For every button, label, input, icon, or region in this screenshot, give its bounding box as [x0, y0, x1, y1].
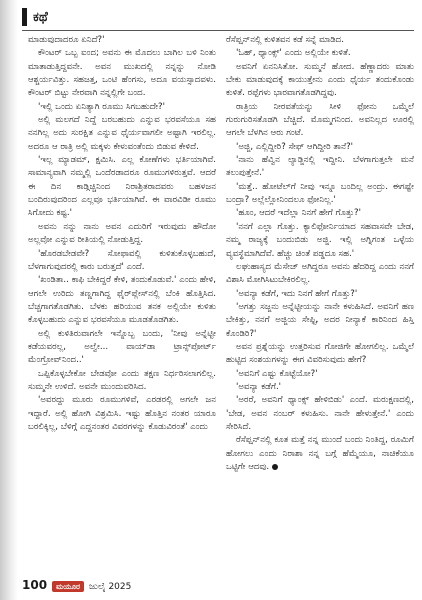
story-paragraph: 'ಇಲ್ಲ ಮ್ಯಾಡಮ್, ಕ್ಷಮಿಸಿ. ಎಲ್ಲ ಕೋಣೆಗಳು ಭರ್ತಿಯಾಗಿವೆ. ಸಾಮಾನ್ಯವಾಗಿ ನಮ್ಮಲ್ಲಿ ಒಂದೆರಡಾದರೂ ರೂಮುಗಳಿರುತ್ತವೆ. ಆದರೆ ಈ ದಿನ ಕಾಡ್ಗಿಚ್ಚಿನಿಂದ ನಿರಾಶ್ರಿತರಾದವರು ಬಹಳಜನ ಬಂದಿರುವುದರಿಂದ ಎಲ್ಲವೂ ಭರ್ತಿಯಾಗಿವೆ. ಈ ವಾರವಿಡೀ ರೂಮು ಸಿಗೋದು ಕಷ್ಟ.' — [28, 155, 216, 219]
story-paragraph: ಅಲ್ಲಿ ಮಲಗದೆ ನಿದ್ದೆ ಬರಬಹುದು ಎನ್ನುವ ಭರವಸೆಯೂ ಸಹ ನನಗಿಲ್ಲ ಅದು ಸುರಕ್ಷಿತ ಎನ್ನುವ ಧೈರ್ಯವಾಗಲೀ ಅಷ್ಟಾಗಿ ಇರಲಿಲ್ಲ. ಅದರೂ ಆ ರಾತ್ರಿ ಅಲ್ಲಿ ಮಕ್ಕಳು ಕೇಳುವಂತೆಂದು ಬಿಡುವ ಕೇಳಿದೆ. — [28, 115, 216, 152]
story-paragraph: 'ಅವನ್ಯಾ ಕಡೆಗೆ.' — [236, 381, 282, 392]
story-column-left — [28, 34, 216, 434]
story-paragraph: 'ಅಜ್ಜಿ, ಎಲ್ಲಿದ್ದೀರಿ? ಸೇಫ್ ಆಗಿದ್ದೀರಿ ತಾನೆ?' — [236, 141, 353, 152]
page-gutter-shade — [0, 0, 18, 600]
story-paragraph: 'ಓಹ್, ಥ್ಯಾಂಕ್ಸ್' ಎಂದು ಅಲ್ಲಿಯೇ ಕುಳಿತೆ. — [236, 48, 351, 59]
story-paragraph: 'ಅರರೆ, ಅವನಿಗೆ ಥ್ಯಾಂಕ್ಸ್ ಹೇಳಿಬಿಡು' ಎಂದೆ. ಮರುಕ್ಷಣದಲ್ಲಿ, 'ಬೇಡ, ಅವನ ನಂಬರ್ ಕಳುಹಿಸು. ನಾನೇ ಹೇಳುತ್ತೇನೆ.' ಎಂದು ಸೇರಿಸಿದೆ. — [226, 395, 414, 432]
story-paragraph: 'ಖಂಡಿತಾ.. ಕಾಫಿ ಬೇಕಿದ್ದರೆ ಕೇಳಿ, ತಂದುಕೊಡುವೆ.' ಎಂದು ಹೇಳಿ, ಆಗಲೇ ಉರಿದು ತಣ್ಣಗಾಗಿದ್ದ ಫೈರ್‌ಪ್ಲೇಸ್‌ನಲ್ಲಿ ಬೆಂಕಿ ಹೊತ್ತಿಸಿದ. ಬೆಚ್ಚಗಾಗತೊಡಗಿತು. ಬೆಳಕು ಹರಿಯುವ ತನಕ ಅಲ್ಲಿಯೇ ಕುಳಿತು ಕೊಳ್ಳಬಹುದು ಎನ್ನುವ ಭರವಸೆಯೂ ಮೂಡತೊಡಗಿತು. — [28, 275, 216, 326]
story-paragraph: 'ಅವರದ್ದು ಮೂರು ರೂಮುಗಳಿವೆ, ಎರಡರಲ್ಲಿ ಅಗಲೇ ಜನ ಇದ್ದಾರೆ. ಅಲ್ಲಿ ಹೋಗಿ ವಿಶ್ರಮಿಸಿ. ಇಷ್ಟು ಹೊತ್ತಿನ ನಂತರ ಯಾರೂ ಬರಲಿಕ್ಕಿಲ್ಲ, ಬೆಳಿಗ್ಗೆ ಎದ್ದನಂತರ ವಿವರಗಳನ್ನು ಕೊಡುವಿರಂತೆ' ಎಂದು — [28, 395, 216, 432]
story-paragraph: 'ನಾನು ಹೆವ್ವಿನ ಲ್ಯಾಡ್ಜಿನಲ್ಲಿ ಇದ್ದೀನಿ. ಬೆಳಗಾಗುತ್ತಲೇ ಮನೆ ತಲುಪುತ್ತೇನೆ.' — [226, 155, 414, 179]
section-marker-bar — [22, 8, 27, 26]
story-paragraph: ಅವನ ಪ್ರಶ್ನೆಯನ್ನು ಉತ್ತರಿಸುವ ಗೋಜಿಗೇ ಹೋಗಲಿಲ್ಲ. ಒಮ್ಮೆಲೆ ಹುಟ್ಟಿದ ಸಂಶಯಗಳನ್ನು ಈಗ ವಿವರಿಸುವುದು ಹೇಗೆ? — [226, 341, 414, 366]
section-title: ಕಥೆ — [33, 9, 48, 25]
header-divider — [22, 30, 414, 31]
story-paragraph: 'ಅಗತ್ತು ಸಜ್ಜನು ಅನ್ನೆಟ್ಟೀಯನ್ನು ನಾನೇ ಕಳುಹಿಸಿದೆ. ಅವನಿಗೆ ಹಣ ಬೇಕಿತ್ತು, ನನಗೆ ಅಜ್ಜಿಯ ಸೇಫ್ಟಿ, ಅದರ ನೀನ್ಯಾಕೆ ಕಾರಿನಿಂದ ಹಿಸ್ತಿ ಕೊಂಡಿರಿ?' — [226, 301, 414, 339]
story-paragraph: ಮಾಡುವುದಾದರೂ ಏನಿದೆ?' — [28, 35, 105, 45]
story-paragraph: ರೆಸೆಪ್ಷನ್‌ನಲ್ಲಿ ಕೂತ ಮತ್ತೆ ನನ್ನ ಮುಂದೆ ಬಂದು ನಿಂತಿದ್ದ, ರೂಮಿಗೆ ಹೋಗಲು ಎಂದು ನಿರಾಶಾ ನನ್ನ ಬಗ್ಗೆ ಹೆಮ್ಮೆಯೂ, ನಾಚಿಕೆಯೂ ಒಟ್ಟಿಗೇ ಆದವು. — [226, 435, 414, 472]
story-paragraph: ಅವನು ನನ್ನು ನಾನು ಅವನ ಎದುರಿಗೆ ಇರುವುದು ಹೌದೋ ಅಲ್ಲವೋ ಎನ್ನುವ ರೀತಿಯಲ್ಲಿ ನೋಡುತ್ತಿದ್ದ. — [28, 221, 216, 246]
page-number: 100 — [22, 578, 48, 592]
story-paragraph: 'ಅವನ್ಯಾ ಕಡೆಗೆ, ಇದು ನಿನಗೆ ಹೇಗೆ ಗೊತ್ತು?' — [236, 288, 358, 299]
story-paragraph: 'ಅವನಿಗೆ ಎಷ್ಟು ಕೊಟ್ಟೆಯೋ?' — [236, 368, 318, 379]
section-header — [22, 6, 48, 28]
story-paragraph: 'ಮತ್ತೆ.. ಹೋಟೆಲ್‌ಗೆ ನೀವು ಇನ್ನೂ ಬಂದಿಲ್ಲ ಅಂದ್ರು. ಈಗಷ್ಟೇ ಬಂದ್ರಾ? ಅಲ್ಲೆಲ್ಲೋನಿಂದಲೂ ಫೋನಿಲ್ಲ.' — [226, 181, 414, 206]
story-paragraph: ಒಪ್ಪಿಕೊಳ್ಳಬೇಕೋ ಬೇಡವೋ ಎಂದು ತಕ್ಷಣ ನಿರ್ಧರಿಸಲಾಗಲಿಲ್ಲ. ಸುಮ್ಮನೇ ಉಳಿದೆ. ಅವನೇ ಮುಂದುವರಿಸಿದ. — [28, 368, 216, 392]
page-footer — [22, 578, 131, 592]
magazine-logo: ಮಯೂರ — [52, 581, 84, 592]
story-paragraph: 'ನನಗೆ ಎಲ್ಲಾ ಗೊತ್ತು. ಕ್ಯಾಲಿಫೋರ್ನಿಯಾದ ಸಹವಾಸವೇ ಬೇಡ, ನಮ್ಮ ರಾಜ್ಯಕ್ಕೆ ಬಂದುಬಿಡು ಅಜ್ಜಿ. ಇಲ್ಲಿ ಅಗ್ನಿಗಂತ ಒಳ್ಳೆಯ ವ್ಯವಸ್ಥೆಮಾಗಿದೆವೆ. ಹೆಚ್ಚು ಚಿಂತೆ ಪಡ್ಡದೂ ಸಹ.' — [226, 221, 414, 259]
story-paragraph: ರಾತ್ರಿಯ ನೀರವತೆಯನ್ನು ಸೀಳಿ ಫೋನು ಒಮ್ಮೆಲೆ ಗುರುಗುರಿಸತೊಡಗಿ ಬೆಚ್ಚಿದೆ. ಮೊಮ್ಮಗನಿಂದ. ಅವನಿಲ್ಲದ ಊರಲ್ಲಿ ಆಗಲೇ ಬೆಳಗಿನ ಆರು ಗಂಟೆ. — [226, 101, 414, 139]
story-column-right — [226, 34, 414, 474]
story-paragraph: 'ಇಲ್ಲಿ ಒಂದು ಏನಿತ್ಯಾಗಿ ರೂಮು ಸಿಗಬಹುದೇ?' — [38, 101, 165, 112]
story-paragraph: 'ಹೂಂ, ಆದರೆ ಇದೆಲ್ಲಾ ನಿನಗೆ ಹೇಗೆ ಗೊತ್ತು?' — [236, 208, 361, 219]
story-paragraph: ಅಲ್ಲಿ ಕುಳಿತಿರುವಾಗಲೇ ಇನ್ನೊಬ್ಬ ಬಂದು, 'ನೀವು ಅನ್ನೆಟ್ಟೀ ಕಡೆಯವರಲ್ಲ, ಅಲ್ವೇ... ವಾಯ್‌ಡಾ ಟ್ರಾನ್ಸ್‌ಪೋರ್ಟ್ ಮೆಂಗ್ರೋವ್‌ನಿಂದ..' — [28, 328, 216, 366]
story-paragraph: ಅವನಿಗೆ ಏನನಿಸಿತೋ. ಸುಮ್ಮನೆ ಹೋದ. ಹೆಣ್ಣಾದರು ಮಾತು ಬೇಕು ಮಾಡುವುದಕ್ಕೆ ಕಾಯುತ್ತೇನು ಎಂದು ಧೈರ್ಯ ತಂದುಕೊಂಡು ಕುಳಿತೆ. ರಪ್ಪೆಗಳು ಭಾರವಾಗತೊಡಗಿದ್ದವು. — [226, 61, 414, 99]
story-paragraph: ಲಘುಹಾಸ್ಯದ ಮೆಸೇಜ್ ಅಗಿದ್ದರೂ ಅವನು ಹೆದರಿದ್ದ ಎಂದು ನನಗೆ ವಿಶಾಸಿ ಮೋಗಿಸಿಟುಬೇಕಿರಲಿಲ್ಲ. — [226, 261, 414, 286]
issue-date: ಜುಲೈ 2025 — [88, 582, 132, 592]
story-paragraph: 'ಹೊರಡಬೇಡವೇ? ಸೋಫಾವಲ್ಲಿ ಕುಳಿತುಕೊಳ್ಳಬಹುದೆ, ಬೆಳಗಾಗುವುದರಲ್ಲಿ ಕಾರು ಬರುತ್ತದೆ' ಎಂದೆ. — [28, 248, 216, 272]
story-paragraph: ರೆಸೆಪ್ಷನ್‌ನಲ್ಲಿ ಕುಳಿತವನ ಕಡೆ ಸನ್ನೆ ಮಾಡಿದ. — [226, 35, 344, 45]
story-paragraph: ಕೌಂಟರ್ ಒಬ್ಬ ಐಂದ; ಅವನು ಈ ಮೊದಲು ಬಾಗಿಲ ಬಳಿ ನಿಂತು ಮಾತಾಡುತ್ತಿದ್ದವನೇ. ಅವನ ಮುಖದಲ್ಲಿ ನನ್ನನ್ನು ನೋಡಿ ಆಶ್ಚರ್ಯವಿತ್ತು. ಸಹಜತ್ತ, ಒಂಟಿ ಹೆಂಗಸು, ಅದೂ ವಯಸ್ಸಾದವಳು. ಕೌಂಟರ್ ಬಿಟ್ಟು ನೇರವಾಗಿ ನನ್ನಲ್ಲಿಗೇ ಬಂದ. — [28, 48, 216, 99]
story-end-mark — [272, 464, 278, 470]
